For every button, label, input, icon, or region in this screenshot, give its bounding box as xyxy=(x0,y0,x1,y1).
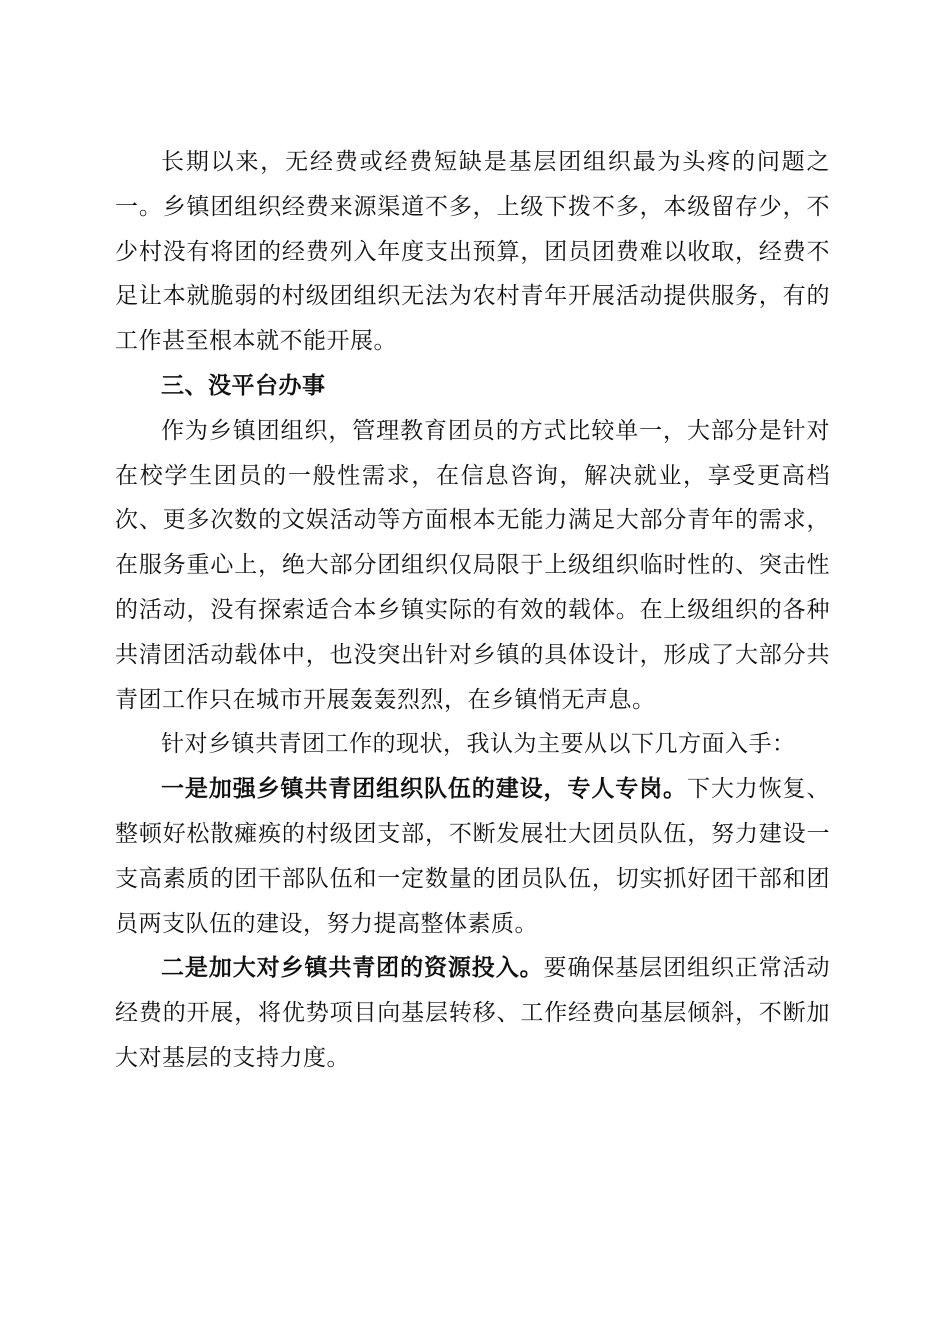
measure-one-text: 下大力恢复、整顿好松散瘫痪的村级团支部，不断发展壮大团员队伍，努力建设一支高素质的团干部队伍和一定数量的团员队伍，切实抓好团干部和团员两支队伍的建设，努力提高整体素质。 xyxy=(115,776,831,937)
paragraph-measure-one xyxy=(115,767,830,946)
section-heading-no-platform: 三、没平台办事 xyxy=(161,372,326,399)
paragraph-measures-intro: 针对乡镇共青团工作的现状，我认为主要从以下几方面入手： xyxy=(161,731,796,758)
measure-two-lead: 二是加大对乡镇共青团的资源投入。 xyxy=(161,955,544,982)
measure-one-lead: 一是加强乡镇共青团组织队伍的建设，专人专岗。 xyxy=(161,776,687,803)
paragraph-funding-shortage: 长期以来，无经费或经费短缺是基层团组织最为头疼的问题之一。乡镇团组织经费来源渠道不多，上级下拨不多，本级留存少，不少村没有将团的经费列入年度支出预算，团员团费难以收取，经费不足让本就脆弱的村级团组织无法为农村青年开展活动提供服务，有的工作甚至根本就不能开展。 xyxy=(115,149,830,355)
paragraph-measure-two xyxy=(115,946,830,1080)
document-body xyxy=(115,140,830,1081)
measure-two-text: 要确保基层团组织正常活动经费的开展，将优势项目向基层转移、工作经费向基层倾斜，不断加大对基层的支持力度。 xyxy=(115,955,831,1071)
paragraph-no-platform: 作为乡镇团组织，管理教育团员的方式比较单一，大部分是针对在校学生团员的一般性需求，在信息咨询，解决就业，享受更高档次、更多次数的文娱活动等方面根本无能力满足大部分青年的需求，在服务重心上，绝大部分团组织仅局限于上级组织临时性的、突击性的活动，没有探索适合本乡镇实际的有效的载体。在上级组织的各种共清团活动载体中，也没突出针对乡镇的具体设计，形成了大部分共青团工作只在城市开展轰轰烈烈，在乡镇悄无声息。 xyxy=(115,417,830,713)
